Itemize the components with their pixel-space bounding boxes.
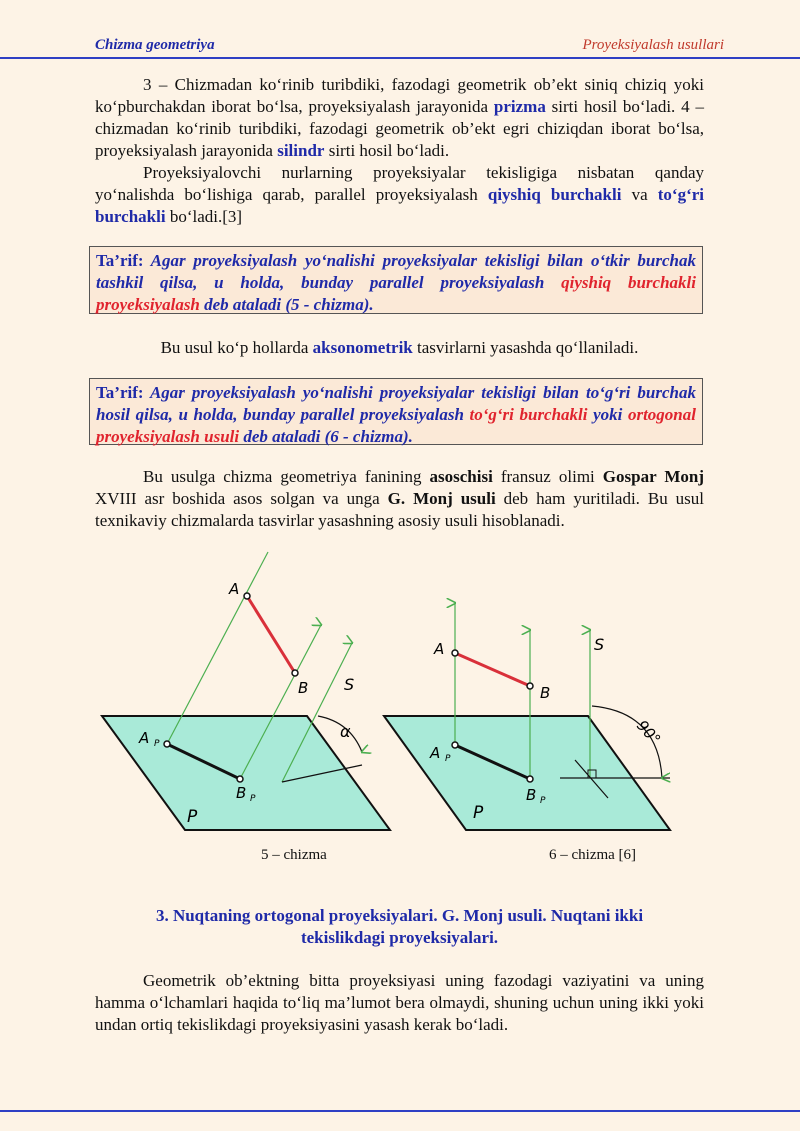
keyword-qiyshiq-burchakli: qiyshiq burchakli (487, 185, 622, 204)
line3-text-2: tasvirlarni yasashda qo‘llaniladi. (412, 338, 639, 357)
paragraph-5 (95, 970, 704, 1036)
keyword-asoschisi: asoschisi (429, 467, 493, 486)
label-plane-p: P (473, 803, 484, 823)
line3-text-1: Bu usul ko‘p hollarda (160, 338, 313, 357)
page-header (0, 0, 800, 58)
label-ap-sub: P (445, 754, 451, 764)
def2-text-2: yoki (587, 405, 628, 424)
figure-5-oblique-projection (102, 552, 390, 830)
point-b (527, 683, 533, 689)
caption-fig5: 5 – chizma (261, 847, 327, 863)
para2-text-2: va (621, 185, 658, 204)
paragraph-monj (95, 466, 704, 532)
label-alpha: α (340, 722, 351, 741)
label-a: A (229, 580, 240, 598)
section-title: 3. Nuqtaning ortogonal proyeksiyalari. G. Monj usuli. Nuqtani ikki tekislikdagi proyeksiyalari. (155, 906, 644, 947)
definition-label: Ta’rif: (96, 383, 144, 402)
para4-text-4: deb ham yuritiladi. Bu usul texnikaviy chizmalarda tasvirlar yasashning asosiy usuli hisoblanadi. (95, 489, 704, 530)
para4-text-1: Bu usulga chizma geometriya fanining (143, 467, 430, 486)
label-s: S (594, 635, 605, 654)
para1-text-2: sirti hosil bo‘ladi. 4 – chizmadan ko‘rinib turibdiki, fazodagi geometrik ob’ekt egri chiziqdan iborat bo‘lsa, proyeksiyalash jarayonida (95, 97, 704, 160)
para5-text: Geometrik ob’ektning bitta proyeksiyasi uning fazodagi vaziyatini va uning hamma o‘lchamlari haqida to‘liq ma’lumot bera olmaydi, shuning uchun uning ikki yoki undan ortiq tekislikdagi proyeksiyasini yasash kerak bo‘ladi. (95, 971, 704, 1034)
footer-rule (0, 1110, 800, 1112)
def2-term-1: to‘g‘ri burchakli (469, 405, 588, 424)
def2-term-2: ortogonal proyeksiyalash usuli (96, 405, 696, 446)
label-s: S (344, 675, 355, 694)
def2-text-3: deb ataladi (6 - chizma). (239, 427, 413, 446)
label-b: B (540, 684, 551, 702)
paragraph-1 (95, 74, 704, 228)
definition-box-1 (89, 246, 703, 314)
label-ap: A (430, 744, 441, 762)
label-ap: A (139, 729, 150, 747)
point-a (452, 650, 458, 656)
label-90-degrees: 90° (633, 716, 665, 749)
label-plane-p: P (187, 807, 198, 827)
header-left-title: Chizma geometriya (95, 37, 215, 53)
label-bp-sub: P (540, 796, 546, 806)
def1-text-1: Agar proyeksiyalash yo‘nalishi proyeksiyalar tekisligi bilan o‘tkir burchak tashkil qilsa, u holda, bunday parallel proyeksiyalash (96, 251, 696, 292)
header-right-title: Proyeksiyalash usullari (582, 37, 724, 53)
def1-term: qiyshiq burchakli proyeksiyalash (96, 273, 696, 314)
figure-6-orthogonal-projection (384, 603, 670, 830)
point-bp (237, 776, 243, 782)
projection-figures (0, 540, 800, 840)
label-bp-sub: P (250, 794, 256, 804)
point-ap (164, 741, 170, 747)
keyword-silindr: silindr (277, 141, 325, 160)
segment-ab (247, 596, 295, 673)
label-a: A (434, 640, 445, 658)
point-a (244, 593, 250, 599)
def2-text-1: Agar proyeksiyalash yo‘nalishi proyeksiyalar tekisligi bilan to‘g‘ri burchak hosil qilsa, u holda, bunday parallel proyeksiyalash (96, 383, 696, 424)
para4-text-3: XVIII asr boshida asos solgan va unga (95, 489, 388, 508)
definition-box-2 (89, 378, 703, 445)
label-bp: B (236, 784, 247, 802)
header-rule (0, 57, 800, 59)
point-bp (527, 776, 533, 782)
plane-p (384, 716, 670, 830)
label-ap-sub: P (154, 739, 160, 749)
label-b: B (298, 679, 309, 697)
point-b (292, 670, 298, 676)
def1-text-2: deb ataladi (5 - chizma). (199, 295, 374, 314)
keyword-togri-burchakli: to‘g‘ri burchakli (95, 185, 705, 226)
keyword-aksonometrik: aksonometrik (312, 338, 413, 357)
para1-text-3: sirti hosil bo‘ladi. (324, 141, 450, 160)
point-ap (452, 742, 458, 748)
keyword-gospar-monj: Gospar Monj (602, 467, 704, 486)
para2-text-3: bo‘ladi.[3] (165, 207, 243, 226)
para2-text-1: Proyeksiyalovchi nurlarning proyeksiyalar tekisligiga nisbatan qanday yo‘nalishda bo‘lishiga qarab, parallel proyeksiyalash (95, 163, 704, 204)
caption-fig6: 6 – chizma [6] (549, 847, 637, 863)
definition-label: Ta’rif: (96, 251, 144, 270)
line-aksonometrik (95, 337, 704, 359)
segment-ab (455, 653, 530, 686)
para4-text-2: fransuz olimi (492, 467, 603, 486)
keyword-monj-usuli: G. Monj usuli (387, 489, 496, 508)
label-bp: B (526, 786, 537, 804)
keyword-prizma: prizma (493, 97, 546, 116)
para1-text-1: 3 – Chizmadan ko‘rinib turibdiki, fazodagi geometrik ob’ekt siniq chiziq yoki ko‘pburchakdan iborat bo‘lsa, proyeksiyalash jarayonida (95, 75, 704, 116)
